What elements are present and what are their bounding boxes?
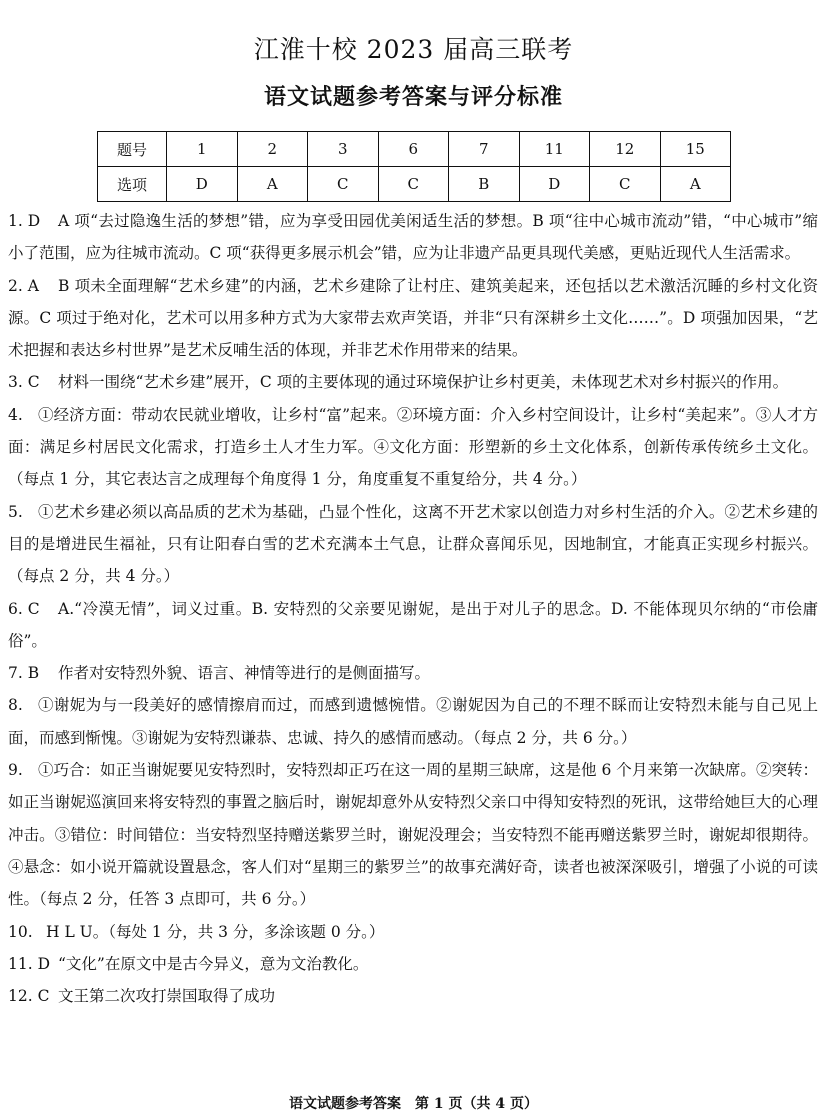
row-label-question: 题号 <box>98 132 167 167</box>
item-text: ①巧合：如正当谢妮要见安特烈时，安特烈却正巧在这一周的星期三缺席，这是他 6 个月来第一次缺席。②突转：如正当谢妮巡演回来将安特烈的事置之脑后时，谢妮却意外从安特烈父亲口中得知安特烈的死讯，这带给她巨大的心理冲击。③错位：时间错位：当安特烈坚持赠送紫罗兰时，谢妮没理会；当安特烈不能再赠送紫罗兰时，谢妮却很期待。④悬念：如小说开篇就设置悬念，客人们对“星期三的紫罗兰”的故事充满好奇，读者也被深深吸引，增强了小说的可读性。（每点 2 分，任答 3 点即可，共 6 分。） <box>8 761 818 909</box>
answer-option-cell: A <box>237 167 308 202</box>
answer-option-cell: C <box>308 167 379 202</box>
answer-option-cell: B <box>449 167 520 202</box>
answer-option-cell: D <box>167 167 238 202</box>
item-number: 6. C <box>8 599 40 618</box>
page-footer: 语文试题参考答案 第 1 页（共 4 页） <box>289 1096 538 1112</box>
item-number: 1. D <box>8 212 41 230</box>
question-number-cell: 12 <box>590 132 661 167</box>
answer-item-10 <box>8 916 818 948</box>
item-text: B 项未全面理解“艺术乡建”的内涵，艺术乡建除了让村庄、建筑美起来，还包括以艺术激活沉睡的乡村文化资源。C 项过于绝对化，艺术可以用多种方式为大家带去欢声笑语，并非“只有深耕乡土文化……”。D 项强加因果，“艺术把握和表达乡村世界”是艺术反哺生活的体现，并非艺术作用带来的结果。 <box>8 276 818 360</box>
answer-option-cell: C <box>590 167 661 202</box>
answer-item-7 <box>8 657 818 689</box>
item-number: 10. <box>8 922 33 941</box>
question-number-cell: 3 <box>308 132 379 167</box>
answer-item-6 <box>8 593 818 658</box>
question-number-row <box>98 132 731 167</box>
row-label-option: 选项 <box>98 167 167 202</box>
item-text: H L U。（每处 1 分，共 3 分，多涂该题 0 分。） <box>46 922 385 941</box>
page-title: 江淮十校 2023 届高三联考 <box>253 35 574 64</box>
item-text: 作者对安特烈外貌、语言、神情等进行的是侧面描写。 <box>58 664 431 683</box>
item-text: 材料一围绕“艺术乡建”展开，C 项的主要体现的通过环境保护让乡村更美，未体现艺术对乡村振兴的作用。 <box>58 373 789 392</box>
answer-item-4 <box>8 399 818 496</box>
item-text: A.“冷漠无情”，词义过重。B. 安特烈的父亲要见谢妮，是出于对儿子的思念。D. 不能体现贝尔纳的“市侩庸俗”。 <box>8 599 818 650</box>
item-text: “文化”在原文中是古今异义，意为文治教化。 <box>58 954 369 973</box>
question-number-cell: 1 <box>167 132 238 167</box>
item-text: ①谢妮为与一段美好的感情擦肩而过，而感到遗憾惋惜。②谢妮因为自己的不理不睬而让安特烈未能与自己见上面，而感到惭愧。③谢妮为安特烈谦恭、忠诚、持久的感情而感动。（每点 2 分，共 6 分。） <box>8 696 818 747</box>
item-number: 4. <box>8 405 23 424</box>
item-number: 5. <box>8 502 23 521</box>
item-text: A 项“去过隐逸生活的梦想”错，应为享受田园优美闲适生活的梦想。B 项“往中心城市流动”错，“中心城市”缩小了范围，应为往城市流动。C 项“获得更多展示机会”错，应为让非遗产品更具现代美感，更贴近现代人生活需求。 <box>8 212 818 263</box>
answer-explanations <box>8 205 818 1012</box>
question-number-cell: 6 <box>378 132 449 167</box>
item-number: 7. B <box>8 664 40 683</box>
answer-item-8 <box>8 689 818 754</box>
item-number: 2. A <box>8 276 39 295</box>
item-number: 9. <box>8 761 23 780</box>
page-subtitle: 语文试题参考答案与评分标准 <box>263 84 563 110</box>
item-text: ①经济方面：带动农民就业增收，让乡村“富”起来。②环境方面：介入乡村空间设计，让乡村“美起来”。③人才方面：满足乡村居民文化需求，打造乡土人才生力军。④文化方面：形塑新的乡土文化体系，创新传承传统乡土文化。（每点 1 分，其它表达言之成理每个角度得 1 分，角度重复不重复给分，共 4 分。） <box>8 405 818 489</box>
answer-option-cell: D <box>519 167 590 202</box>
item-number: 3. C <box>8 373 40 392</box>
answer-table <box>97 131 731 202</box>
answer-item-1 <box>8 205 818 270</box>
answer-item-3 <box>8 366 818 398</box>
question-number-cell: 7 <box>449 132 520 167</box>
answer-item-12 <box>8 980 818 1012</box>
item-number: 12. C <box>8 987 50 1006</box>
question-number-cell: 15 <box>660 132 731 167</box>
item-text: ①艺术乡建必须以高品质的艺术为基础，凸显个性化，这离不开艺术家以创造力对乡村生活的介入。②艺术乡建的目的是增进民生福祉，只有让阳春白雪的艺术充满本土气息，让群众喜闻乐见，因地制宜，才能真正实现乡村振兴。（每点 2 分，共 4 分。） <box>8 502 818 586</box>
answer-item-5 <box>8 496 818 593</box>
item-number: 11. D <box>8 954 51 973</box>
answer-item-9 <box>8 754 818 915</box>
answer-option-cell: C <box>378 167 449 202</box>
answer-item-2 <box>8 270 818 367</box>
question-number-cell: 11 <box>519 132 590 167</box>
item-number: 8. <box>8 696 23 715</box>
answer-option-cell: A <box>660 167 731 202</box>
question-number-cell: 2 <box>237 132 308 167</box>
answer-option-row <box>98 167 731 202</box>
item-text: 文王第二次攻打崇国取得了成功 <box>58 987 276 1006</box>
answer-item-11 <box>8 948 818 980</box>
